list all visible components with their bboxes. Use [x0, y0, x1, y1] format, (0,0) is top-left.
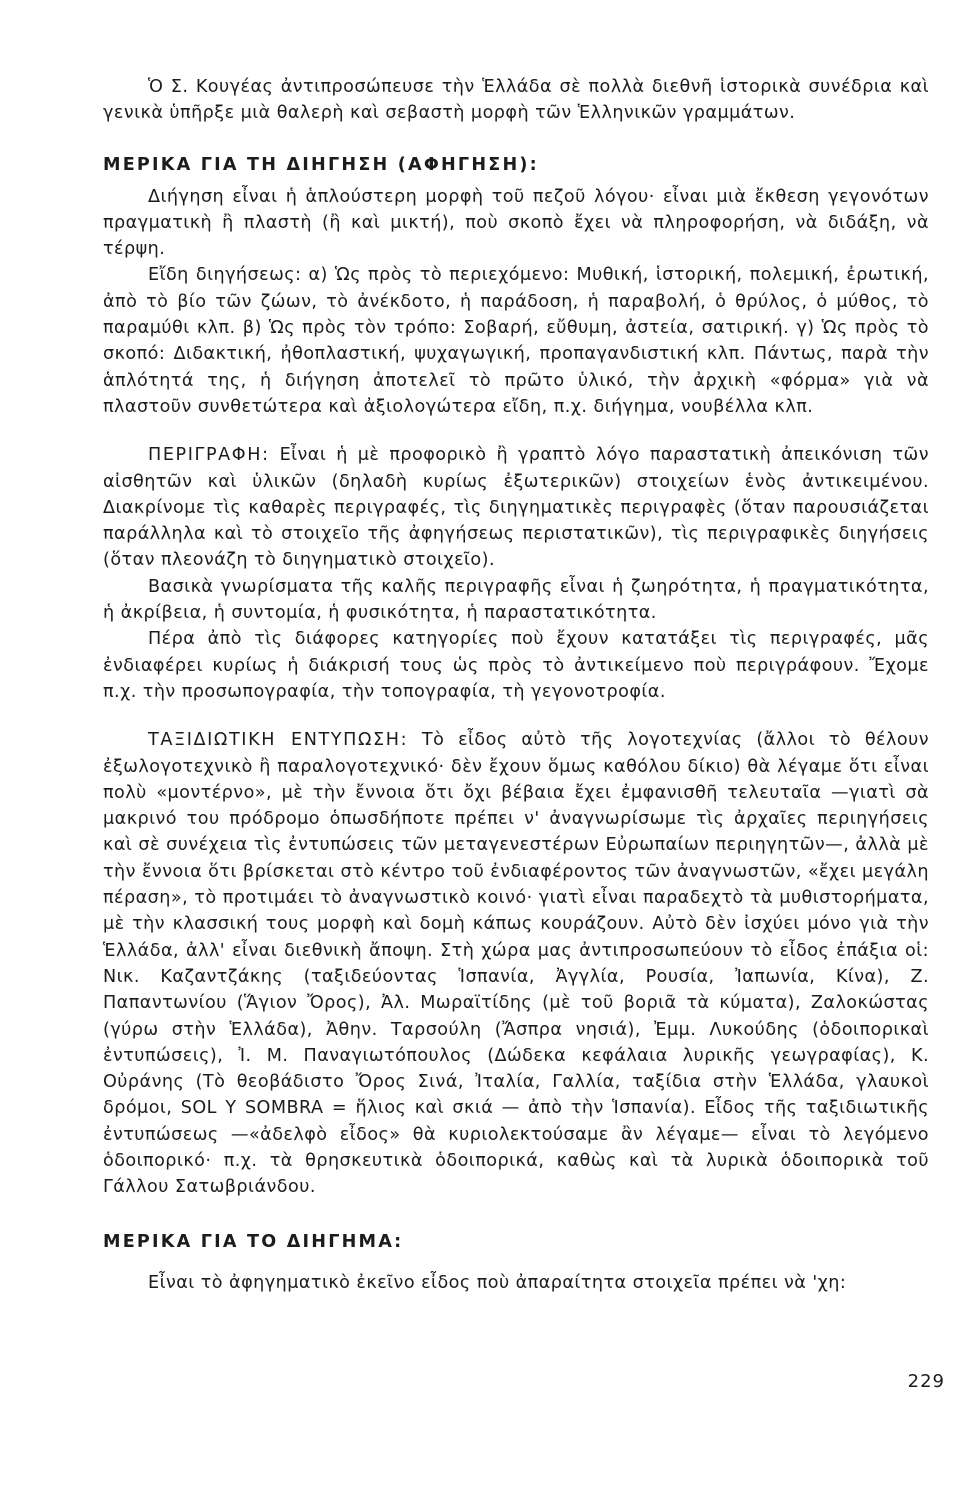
- description-paragraph-1: [103, 442, 929, 573]
- description-paragraph-3: Πέρα ἀπὸ τὶς διάφορες κατηγορίες ποὺ ἔχουν κατατάξει τὶς περιγραφές, μᾶς ἐνδιαφέρει κυρίως ἡ διάκρισή τους ὡς πρὸς τὸ ἀντικείμενο ποὺ περιγράφουν. Ἔχομε π.χ. τὴν προσωπογραφία, τὴν τοπογραφία, τὴ γεγονοτροφία.: [103, 629, 929, 702]
- narrative-paragraph-1: Διήγηση εἶναι ἡ ἁπλούστερη μορφὴ τοῦ πεζοῦ λόγου· εἶναι μιὰ ἔκθεση γεγονότων πραγματικὴ ἢ πλαστὴ (ἢ καὶ μικτή), ποὺ σκοπὸ ἔχει νὰ πληροφορήση, νὰ διδάξη, νὰ τέρψη.: [103, 186, 929, 260]
- section-heading-description: ΠΕΡΙΓΡΑΦΗ:: [148, 445, 270, 466]
- page-number: 229: [907, 1371, 945, 1392]
- travel-text: Τὸ εἶδος αὐτὸ τῆς λογοτεχνίας (ἄλλοι τὸ θέλουν ἐξωλογοτεχνικὸ ἢ παραλογοτεχνικό· δὲν ἔχουν ὅμως καθόλου δίκιο) θὰ λέγαμε ὅτι εἶναι πολὺ «μοντέρνο», μὲ τὴν ἔννοια ὅτι ὄχι βέβαια ἔχει ἐμφανισθῆ τελευταῖα —γιατὶ σὰ μακρινό του πρόδρομο ὁπωσδήποτε πρέπει ν' ἀναγνωρίσωμε τὶς ἀρχαῖες περιηγήσεις καὶ σὲ συνέχεια τὶς ἐντυπώσεις τῶν μεταγενεστέρων Εὐρωπαίων περιηγητῶν—, ἀλλὰ μὲ τὴν ἔννοια ὅτι βρίσκεται στὸ κέντρο τοῦ ἐνδιαφέροντος τῶν ἀναγνωστῶν, «ἔχει μεγάλη πέραση», τὸ προτιμάει τὸ ἀναγνωστικὸ κοινό· γιατὶ εἶναι παραδεχτὸ τὰ μυθιστορήματα, μὲ τὴν κλασσική τους μορφὴ καὶ δομὴ κάπως κουράζουν. Αὐτὸ δὲν ἰσχύει μόνο γιὰ τὴν Ἑλλάδα, ἀλλ' εἶναι διεθνικὴ ἄποψη. Στὴ χώρα μας ἀντιπροσωπεύουν τὸ εἶδος ἐπάξια οἱ: Νικ. Καζαντζάκης (ταξιδεύοντας Ἱσπανία, Ἀγγλία, Ρουσία, Ἰαπωνία, Κίνα), Ζ. Παπαντωνίου (Ἅγιον Ὄρος), Ἀλ. Μωραϊτίδης (μὲ τοῦ βοριᾶ τὰ κύματα), Ζαλοκώστας (γύρω στὴν Ἑλλάδα), Ἀθην. Ταρσούλη (Ἄσπρα νησιά), Ἐμμ. Λυκούδης (ὁδοιπορικαὶ ἐντυπώσεις), Ἰ. Μ. Παναγιωτόπουλος (Δώδεκα κεφάλαια λυρικῆς γεωγραφίας), Κ. Οὐράνης (Τὸ θεοβάδιστο Ὄρος Σινά, Ἰταλία, Γαλλία, ταξίδια στὴν Ἑλλάδα, γλαυκοὶ δρόμοι, SOL Y SOMBRA = ἥλιος καὶ σκιά — ἀπὸ τὴν Ἱσπανία). Εἶδος τῆς ταξιδιωτικῆς ἐντυπώσεως —«ἀδελφὸ εἶδος» θὰ κυριολεκτούσαμε ἂν λέγαμε— εἶναι τὸ λεγόμενο ὁδοιπορικό· π.χ. τὰ θρησκευτικὰ ὁδοιπορικά, καθὼς καὶ τὰ λυρικὰ ὁδοιπορικὰ τοῦ Γάλλου Σατωβριάνδου.: [103, 730, 930, 1198]
- travel-paragraph: [103, 727, 929, 1200]
- narrative-paragraph-2: Εἴδη διηγήσεως: α) Ὡς πρὸς τὸ περιεχόμενο: Μυθική, ἱστορική, πολεμική, ἐρωτική, ἀπὸ τὸ βίο τῶν ζώων, τὸ ἀνέκδοτο, ἡ παράδοση, ἡ παραβολή, ὁ θρύλος, ὁ μύθος, τὸ παραμύθι κλπ. β) Ὡς πρὸς τὸν τρόπο: Σοβαρή, εὔθυμη, ἀστεία, σατιρική. γ) Ὡς πρὸς τὸ σκοπό: Διδακτική, ἠθοπλαστική, ψυχαγωγική, προπαγανδιστική κλπ. Πάντως, παρὰ τὴν ἁπλότητά της, ἡ διήγηση ἀποτελεῖ τὸ πρῶτο ὑλικό, τὴν ἀρχικὴ «φόρμα» γιὰ νὰ πλαστοῦν συνθετώτερα καὶ ἀξιολογώτερα εἴδη, π.χ. διήγημα, νουβέλλα κλπ.: [103, 265, 929, 417]
- section-heading-narrative: ΜΕΡΙΚΑ ΓΙΑ ΤΗ ΔΙΗΓΗΣΗ (ΑΦΗΓΗΣΗ):: [103, 154, 539, 175]
- short-story-paragraph: Εἶναι τὸ ἀφηγηματικὸ ἐκεῖνο εἶδος ποὺ ἀπαραίτητα στοιχεῖα πρέπει νὰ 'χη:: [148, 1272, 847, 1293]
- description-paragraph-2: Βασικὰ γνωρίσματα τῆς καλῆς περιγραφῆς εἶναι ἡ ζωηρότητα, ἡ πραγματικότητα, ἡ ἀκρίβεια, ἡ συντομία, ἡ φυσικότητα, ἡ παραστατικότητα.: [103, 576, 929, 624]
- section-heading-short-story: ΜΕΡΙΚΑ ΓΙΑ ΤΟ ΔΙΗΓΗΜΑ:: [103, 1231, 404, 1252]
- description-text-1: Εἶναι ἡ μὲ προφορικὸ ἢ γραπτὸ λόγο παραστατικὴ ἀπεικόνιση τῶν αἰσθητῶν καὶ ὑλικῶν (δηλαδὴ κυρίως ἐξωτερικῶν) στοιχείων ἑνὸς ἀντικειμένου. Διακρίνομε τὶς καθαρὲς περιγραφές, τὶς διηγηματικὲς περιγραφὲς (ὅταν παρουσιάζεται παράλληλα καὶ τὸ στοιχεῖο τῆς ἀφηγήσεως περιστατικῶν), τὶς περιγραφικὲς διηγήσεις (ὅταν πλεονάζη τὸ διηγηματικὸ στοιχεῖο).: [103, 445, 929, 571]
- section-heading-travel: ΤΑΞΙΔΙΩΤΙΚΗ ΕΝΤΥΠΩΣΗ:: [148, 730, 409, 751]
- intro-paragraph: Ὁ Σ. Κουγέας ἀντιπροσώπευσε τὴν Ἑλλάδα σὲ πολλὰ διεθνῆ ἱστορικὰ συνέδρια καὶ γενικὰ ὑπῆρξε μιὰ θαλερὴ καὶ σεβαστὴ μορφὴ τῶν Ἑλληνικῶν γραμμάτων.: [103, 77, 929, 124]
